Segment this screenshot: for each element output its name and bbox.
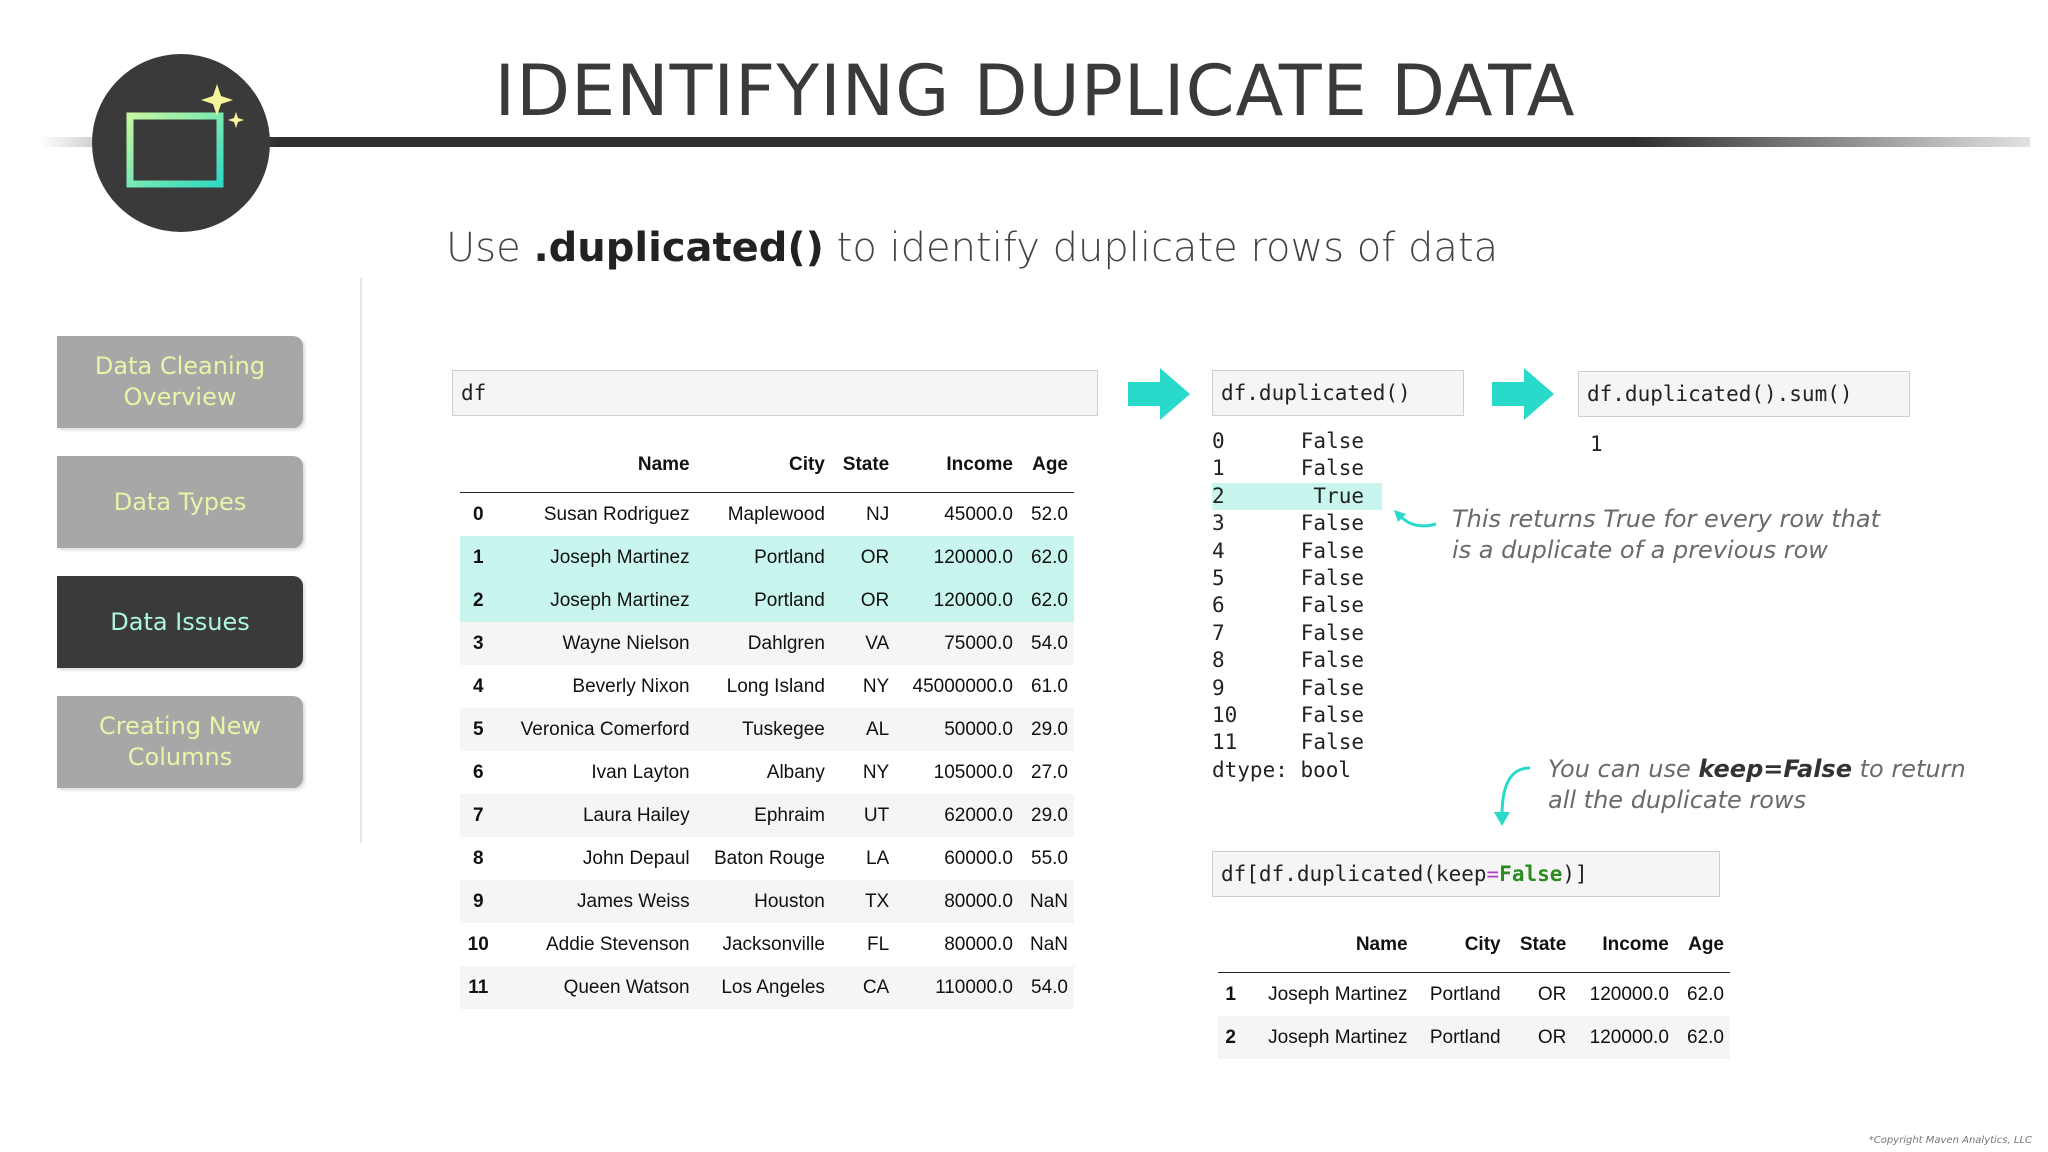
row-index: 4 — [472, 675, 484, 697]
table-cell: 120000.0 — [895, 579, 1019, 622]
table-cell: Tuskegee — [696, 708, 831, 751]
table-cell: Queen Watson — [496, 966, 695, 1009]
table-header-row — [1218, 930, 1730, 973]
table-cell: Joseph Martinez — [496, 579, 695, 622]
column-header: Name — [496, 450, 695, 493]
series-line — [1212, 428, 1382, 455]
series-line — [1212, 510, 1382, 537]
series-line — [1212, 592, 1382, 619]
table-cell: 62.0 — [1687, 983, 1724, 1005]
series-index: 11 — [1212, 730, 1238, 755]
series-line — [1212, 675, 1382, 702]
series-value: False — [1300, 538, 1364, 563]
note-line: all the duplicate rows — [1548, 786, 1807, 814]
table-cell: Portland — [696, 579, 831, 622]
table-cell: 45000.0 — [944, 503, 1013, 525]
note-line: is a duplicate of a previous row — [1452, 536, 1828, 564]
dataframe-table — [460, 450, 1074, 1009]
table-cell: OR — [1537, 983, 1567, 1005]
series-value: False — [1300, 429, 1364, 453]
table-cell: 105000.0 — [933, 761, 1013, 783]
table-cell: 62.0 — [1675, 1016, 1730, 1059]
note-text: to return — [1851, 755, 1966, 783]
sum-output: 1 — [1590, 432, 1603, 456]
column-header — [1218, 930, 1243, 973]
table-row — [460, 837, 1074, 880]
slide-title: IDENTIFYING DUPLICATE DATA — [494, 50, 1576, 132]
table-cell: 27.0 — [1031, 761, 1068, 783]
table-cell: 75000.0 — [895, 622, 1019, 665]
table-cell: Albany — [766, 761, 825, 783]
column-header — [460, 450, 496, 493]
table-row — [460, 536, 1074, 579]
table-cell: 55.0 — [1031, 847, 1068, 869]
series-index: 7 — [1212, 620, 1225, 645]
table-row — [460, 923, 1074, 966]
nav-label: Data Types — [113, 487, 247, 516]
table-row — [460, 880, 1074, 923]
subtitle-method: .duplicated() — [533, 225, 824, 271]
nav-label-line1: Data Cleaning — [94, 352, 266, 380]
table-cell: 29.0 — [1019, 794, 1074, 837]
table-cell: OR — [831, 536, 895, 579]
row-index: 9 — [460, 880, 496, 923]
series-value: False — [1300, 675, 1364, 700]
sidebar-divider — [360, 278, 362, 843]
table-cell: 50000.0 — [895, 708, 1019, 751]
table-header-row — [460, 450, 1074, 493]
nav-item-creating-new-columns[interactable] — [57, 696, 303, 788]
row-index: 5 — [460, 708, 496, 751]
row-index: 0 — [472, 503, 484, 525]
table-cell: NJ — [866, 503, 890, 525]
table-cell: Veronica Comerford — [496, 708, 695, 751]
column-header: City — [1414, 930, 1507, 973]
title-underline — [40, 137, 2030, 147]
curved-arrow-icon — [1392, 508, 1438, 536]
table-cell: 52.0 — [1031, 503, 1068, 525]
table-cell: FL — [867, 933, 890, 955]
note-code: keep=False — [1698, 755, 1852, 783]
column-header: Name — [1243, 930, 1413, 973]
row-index: 11 — [460, 966, 496, 1009]
table-cell: 120000.0 — [895, 536, 1019, 579]
arrow-right-icon — [1128, 368, 1190, 420]
series-line — [1212, 620, 1382, 647]
table-cell: 45000000.0 — [912, 675, 1013, 697]
table-cell: Joseph Martinez — [1243, 1016, 1413, 1059]
series-line — [1212, 483, 1382, 510]
nav-label-line2: Overview — [123, 383, 237, 411]
row-index: 7 — [460, 794, 496, 837]
table-cell: AL — [831, 708, 895, 751]
table-cell: NY — [862, 675, 890, 697]
table-cell: Laura Hailey — [496, 794, 695, 837]
table-cell: Jacksonville — [722, 933, 825, 955]
column-header: Age — [1675, 930, 1730, 973]
column-header: State — [831, 450, 895, 493]
table-row — [1218, 973, 1730, 1017]
series-line — [1212, 729, 1382, 756]
table-cell: NaN — [1029, 933, 1068, 955]
series-value: False — [1300, 511, 1364, 536]
table-cell: Long Island — [726, 675, 825, 697]
row-index: 1 — [460, 536, 496, 579]
table-cell: James Weiss — [496, 880, 695, 923]
duplicated-series-output — [1212, 428, 1382, 784]
series-line — [1212, 538, 1382, 565]
series-value: False — [1300, 593, 1364, 618]
column-header: Income — [1572, 930, 1675, 973]
series-index: 9 — [1212, 675, 1225, 700]
table-row — [1218, 1016, 1730, 1059]
nav-label: Data Issues — [110, 607, 250, 636]
row-index: 2 — [1218, 1016, 1243, 1059]
table-cell: Joseph Martinez — [1268, 983, 1408, 1005]
series-index: 5 — [1212, 566, 1225, 591]
series-value: False — [1300, 566, 1364, 591]
table-cell: OR — [831, 579, 895, 622]
table-row — [460, 708, 1074, 751]
series-line — [1212, 455, 1382, 482]
table-cell: Portland — [1429, 983, 1501, 1005]
series-index: 4 — [1212, 538, 1225, 563]
table-cell: Dahlgren — [696, 622, 831, 665]
series-value: False — [1300, 730, 1364, 755]
table-cell: Portland — [1414, 1016, 1507, 1059]
table-cell: 60000.0 — [944, 847, 1013, 869]
note-line — [1548, 754, 1966, 785]
table-cell: Baton Rouge — [713, 847, 825, 869]
table-cell: Ivan Layton — [591, 761, 690, 783]
code-text-suffix: )] — [1562, 862, 1588, 886]
table-row — [460, 665, 1074, 708]
table-cell: 62000.0 — [895, 794, 1019, 837]
table-cell: 62.0 — [1019, 536, 1074, 579]
table-cell: Portland — [696, 536, 831, 579]
table-cell: Maplewood — [727, 503, 825, 525]
series-value: False — [1300, 703, 1364, 728]
series-line — [1212, 702, 1382, 729]
note-keep-false — [1548, 754, 1966, 816]
series-value: True — [1313, 483, 1364, 508]
copyright-text: *Copyright Maven Analytics, LLC — [1868, 1135, 2032, 1146]
logo-badge — [92, 54, 270, 232]
code-keyword: False — [1499, 862, 1563, 886]
row-index: 8 — [472, 847, 484, 869]
table-cell: 120000.0 — [1572, 1016, 1675, 1059]
table-row — [460, 579, 1074, 622]
table-cell: 29.0 — [1019, 708, 1074, 751]
table-row — [460, 493, 1074, 537]
table-cell: OR — [1507, 1016, 1573, 1059]
table-cell: 120000.0 — [1589, 983, 1669, 1005]
series-line — [1212, 647, 1382, 674]
table-row — [460, 966, 1074, 1009]
row-index: 1 — [1225, 983, 1236, 1005]
table-cell: Wayne Nielson — [496, 622, 695, 665]
table-cell: 80000.0 — [895, 880, 1019, 923]
arrow-right-icon — [1492, 368, 1554, 420]
slide-subtitle — [446, 225, 1498, 271]
series-index: 6 — [1212, 593, 1225, 618]
note-text: You can use — [1548, 755, 1699, 783]
table-row — [460, 794, 1074, 837]
code-cell-df — [452, 370, 1098, 416]
table-cell: CA — [831, 966, 895, 1009]
table-cell: 62.0 — [1019, 579, 1074, 622]
row-index: 10 — [467, 933, 489, 955]
table-cell: Ephraim — [696, 794, 831, 837]
table-cell: Addie Stevenson — [545, 933, 690, 955]
table-cell: NaN — [1019, 880, 1074, 923]
series-index: 10 — [1212, 703, 1238, 728]
series-value: False — [1300, 648, 1364, 673]
column-header: City — [696, 450, 831, 493]
table-sparkle-icon — [92, 54, 270, 232]
nav-item-data-types[interactable] — [57, 456, 303, 548]
table-cell: TX — [831, 880, 895, 923]
table-cell: VA — [831, 622, 895, 665]
duplicate-rows-table — [1218, 930, 1730, 1059]
column-header: Income — [895, 450, 1019, 493]
series-index: 0 — [1212, 429, 1225, 453]
row-index: 6 — [472, 761, 484, 783]
table-cell: UT — [831, 794, 895, 837]
code-cell-duplicated — [1212, 370, 1464, 416]
curved-down-arrow-icon — [1490, 764, 1534, 830]
series-value: False — [1300, 620, 1364, 645]
column-header: Age — [1019, 450, 1074, 493]
table-cell: Joseph Martinez — [496, 536, 695, 579]
table-cell: 54.0 — [1019, 622, 1074, 665]
table-cell: Beverly Nixon — [572, 675, 690, 697]
table-cell: Susan Rodriguez — [543, 503, 690, 525]
subtitle-suffix: to identify duplicate rows of data — [823, 225, 1499, 271]
table-cell: 61.0 — [1031, 675, 1068, 697]
series-value: False — [1300, 456, 1364, 481]
code-text-prefix: df[df.duplicated(keep — [1221, 862, 1487, 886]
table-cell: 54.0 — [1019, 966, 1074, 1009]
series-line — [1212, 565, 1382, 592]
code-cell-keep-false — [1212, 851, 1720, 897]
table-cell: John Depaul — [582, 847, 690, 869]
nav-item-data-cleaning-overview[interactable] — [57, 336, 303, 428]
table-cell: NY — [862, 761, 890, 783]
note-line: This returns True for every row that — [1452, 505, 1881, 533]
column-header: State — [1507, 930, 1573, 973]
series-index: 8 — [1212, 648, 1225, 673]
series-index: 2 — [1212, 483, 1225, 508]
table-cell: 80000.0 — [944, 933, 1013, 955]
code-text: df.duplicated() — [1221, 381, 1411, 405]
table-cell: Los Angeles — [696, 966, 831, 1009]
table-cell: Houston — [696, 880, 831, 923]
code-cell-duplicated-sum — [1578, 371, 1910, 417]
series-index: 1 — [1212, 456, 1225, 481]
subtitle-prefix: Use — [446, 225, 534, 271]
nav-label-line1: Creating New — [98, 712, 262, 740]
code-text: df — [461, 381, 487, 405]
code-text: df.duplicated().sum() — [1587, 382, 1853, 406]
row-index: 2 — [460, 579, 496, 622]
table-row — [460, 751, 1074, 794]
series-dtype: dtype: bool — [1212, 757, 1352, 782]
nav-label-line2: Columns — [127, 743, 233, 771]
table-cell: 110000.0 — [895, 966, 1019, 1009]
row-index: 3 — [460, 622, 496, 665]
table-cell: LA — [865, 847, 890, 869]
nav-item-data-issues[interactable] — [57, 576, 303, 668]
note-returns-true — [1452, 504, 1880, 566]
series-index: 3 — [1212, 511, 1225, 536]
table-row — [460, 622, 1074, 665]
code-operator: = — [1486, 862, 1500, 886]
